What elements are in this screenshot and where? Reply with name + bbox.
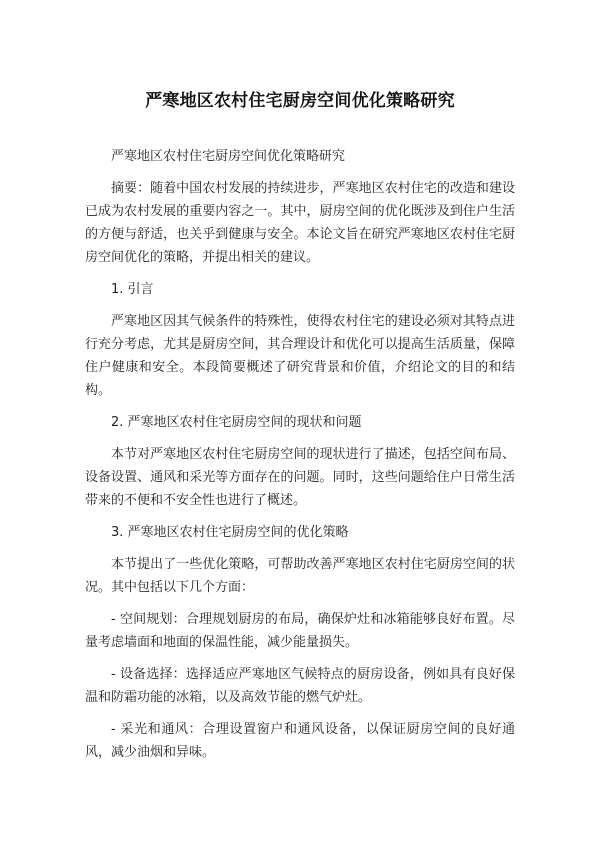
paragraph-abstract: 摘要：随着中国农村发展的持续进步，严寒地区农村住宅的改造和建设已成为农村发展的重要内容之一。其中，厨房空间的优化既涉及到住户生活的方便与舒适，也关乎到健康与安全。本论文旨在研究严寒地区农村住宅厨房空间优化的策略，并提出相关的建议。 xyxy=(85,181,515,265)
paragraph-introduction: 严寒地区因其气候条件的特殊性，使得农村住宅的建设必须对其特点进行充分考虑，尤其是厨房空间，其合理设计和优化可以提高生活质量，保障住户健康和安全。本段简要概述了研究背景和价值，介绍论文的目的和结构。 xyxy=(85,314,515,398)
list-item-lighting-ventilation: - 采光和通风：合理设置窗户和通风设备，以保证厨房空间的良好通风，减少油烟和异味。 xyxy=(85,722,515,760)
paragraph-strategies-intro: 本节提出了一些优化策略，可帮助改善严寒地区农村住宅厨房空间的状况。其中包括以下几个方面： xyxy=(85,557,515,595)
document-body xyxy=(85,145,515,764)
section-heading-strategies: 3. 严寒地区农村住宅厨房空间的优化策略 xyxy=(111,525,349,540)
section-heading-status: 2. 严寒地区农村住宅厨房空间的现状和问题 xyxy=(111,415,362,430)
paragraph-subtitle: 严寒地区农村住宅厨房空间优化策略研究 xyxy=(111,149,346,164)
document-title: 严寒地区农村住宅厨房空间优化策略研究 xyxy=(145,91,455,111)
paragraph-status: 本节对严寒地区农村住宅厨房空间的现状进行了描述，包括空间布局、设备设置、通风和采光等方面存在的问题。同时，这些问题给住户日常生活带来的不便和不安全性也进行了概述。 xyxy=(85,447,515,508)
section-heading-introduction: 1. 引言 xyxy=(111,282,154,297)
list-item-equipment: - 设备选择：选择适应严寒地区气候特点的厨房设备，例如具有良好保温和防霜功能的冰箱，以及高效节能的燃气炉灶。 xyxy=(85,667,515,705)
list-item-space-planning: - 空间规划：合理规划厨房的布局，确保炉灶和冰箱能够良好布置。尽量考虑墙面和地面的保温性能，减少能量损失。 xyxy=(85,612,515,650)
